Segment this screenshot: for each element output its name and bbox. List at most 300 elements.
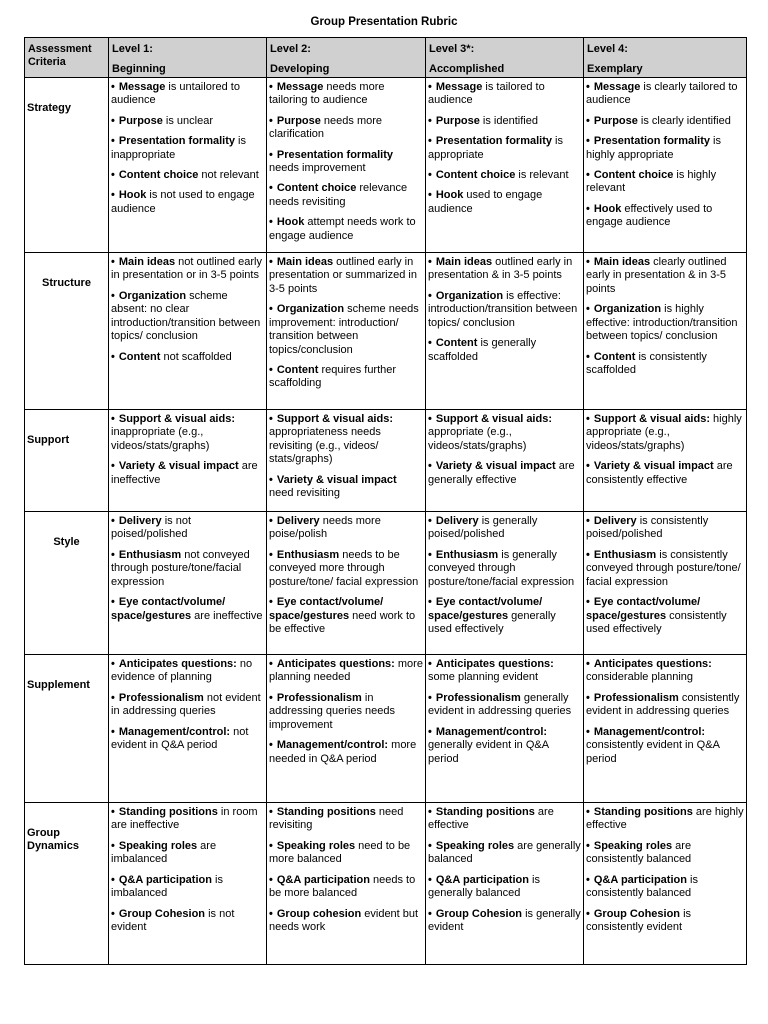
bullet-icon: • (428, 515, 432, 528)
criterion-item (111, 115, 264, 128)
criterion-item (428, 413, 581, 453)
item-text: is identified (479, 114, 538, 127)
item-text: needs more tailoring to audience (269, 81, 385, 107)
item-key: Q&A participation (118, 873, 212, 886)
bullet-icon: • (111, 548, 115, 561)
item-key: Standing positions (276, 806, 376, 819)
item-text: is generally poised/polished (428, 515, 538, 541)
item-text: is consistently scaffolded (586, 350, 707, 376)
item-key: Standing positions (435, 806, 535, 819)
item-text: is untailored to audience (111, 81, 240, 107)
bullet-icon: • (428, 658, 432, 671)
rubric-row-group-dynamics (25, 803, 747, 965)
bullet-icon: • (111, 596, 115, 609)
bullet-icon: • (111, 169, 115, 182)
level-2-cell (267, 253, 426, 410)
rubric-row-strategy (25, 78, 747, 253)
bullet-icon: • (428, 460, 432, 473)
item-key: Presentation formality (435, 135, 552, 148)
criterion-item (111, 351, 264, 364)
item-key: Support & visual aids: (118, 413, 235, 426)
criterion-cell (25, 803, 109, 965)
item-text: is not used to engage audience (111, 189, 255, 215)
item-key: Content choice (435, 169, 516, 182)
item-text: relevance needs revisiting (269, 182, 408, 208)
bullet-icon: • (586, 202, 590, 215)
criterion-item (269, 739, 423, 766)
item-key: Management/control: (593, 725, 706, 738)
item-key: Main ideas (593, 256, 651, 269)
bullet-icon: • (428, 256, 432, 269)
item-text: is appropriate (428, 135, 563, 161)
bullet-icon: • (586, 873, 590, 886)
item-text: is unclear (162, 114, 214, 127)
criterion-item (428, 515, 581, 542)
bullet-icon: • (428, 189, 432, 202)
criterion-item (428, 460, 581, 487)
criterion-cell (25, 410, 109, 512)
bullet-icon: • (111, 135, 115, 148)
item-key: Main ideas (276, 256, 334, 269)
bullet-icon: • (586, 350, 590, 363)
item-text: are generally balanced (428, 839, 581, 866)
item-key: Speaking roles (118, 839, 198, 852)
criterion-item (269, 149, 423, 176)
item-key: Organization (435, 289, 504, 302)
criterion-item (269, 806, 423, 833)
bullet-icon: • (428, 548, 432, 561)
item-key: Eye contact/volume/ space/gestures (111, 596, 226, 622)
item-text: not evident in Q&A period (111, 725, 249, 752)
item-text: more planning needed (269, 658, 423, 684)
criterion-item (586, 351, 744, 378)
item-key: Organization (593, 303, 662, 316)
item-text: is consistently balanced (586, 873, 698, 900)
item-text: are generally effective (428, 460, 575, 486)
criterion-item (111, 692, 264, 719)
item-key: Speaking roles (435, 839, 515, 852)
item-text: is clearly tailored to audience (586, 81, 738, 107)
item-text: some planning evident (428, 671, 539, 684)
item-text: requires further scaffolding (269, 363, 397, 390)
item-key: Purpose (435, 114, 480, 127)
item-key: Message (276, 81, 324, 93)
criterion-item (111, 256, 264, 283)
item-text: effectively used to engage audience (586, 202, 713, 229)
item-key: Enthusiasm (435, 548, 499, 561)
level-2-cell (267, 410, 426, 512)
criterion-item (269, 115, 423, 142)
criterion-item (269, 216, 423, 243)
level-4-cell (584, 78, 747, 253)
level-2-header (267, 38, 426, 78)
criterion-item (428, 290, 581, 330)
rubric-table (24, 37, 747, 965)
item-key: Hook (118, 189, 147, 202)
criterion-item (428, 337, 581, 364)
criterion-item (428, 692, 581, 719)
bullet-icon: • (111, 691, 115, 704)
level-4-cell (584, 253, 747, 410)
item-key: Hook (276, 216, 305, 229)
criterion-item (428, 840, 581, 867)
item-text: are ineffective (111, 460, 258, 486)
item-text: is highly relevant (586, 169, 717, 195)
bullet-icon: • (269, 839, 273, 852)
criterion-label: Structure (42, 277, 91, 290)
level-1-header (109, 38, 267, 78)
item-text: in room are ineffective (111, 806, 258, 832)
criterion-item (428, 806, 581, 833)
item-key: Organization (118, 289, 187, 302)
item-text: not relevant (198, 169, 259, 182)
criterion-item (586, 203, 744, 230)
item-text: needs more clarification (269, 114, 383, 141)
criterion-item (111, 515, 264, 542)
item-key: Anticipates questions: (118, 658, 237, 671)
bullet-icon: • (586, 725, 590, 738)
item-key: Professionalism (276, 691, 362, 704)
bullet-icon: • (269, 548, 273, 561)
criterion-label: Style (53, 536, 80, 549)
criterion-item (428, 115, 581, 128)
item-text: is relevant (515, 169, 569, 182)
criterion-item (428, 874, 581, 901)
criterion-item (111, 290, 264, 344)
item-key: Main ideas (435, 256, 493, 269)
bullet-icon: • (111, 658, 115, 671)
bullet-icon: • (269, 596, 273, 609)
item-key: Eye contact/volume/ space/gestures (269, 596, 384, 622)
criterion-label: Supplement (27, 679, 90, 692)
item-text: needs to be conveyed more through posture/tone/ facial expression (269, 548, 419, 588)
level-2-cell (267, 78, 426, 253)
bullet-icon: • (269, 515, 273, 528)
criterion-item (269, 413, 423, 467)
criterion-item (111, 908, 264, 935)
level-4-cell (584, 803, 747, 965)
bullet-icon: • (111, 81, 115, 93)
criterion-item (586, 908, 744, 935)
item-key: Purpose (276, 114, 321, 127)
bullet-icon: • (586, 303, 590, 316)
item-key: Standing positions (118, 806, 218, 819)
item-key: Purpose (593, 114, 638, 127)
item-key: Group cohesion (276, 907, 362, 920)
criterion-item (586, 726, 744, 766)
bullet-icon: • (269, 739, 273, 752)
criterion-item (586, 874, 744, 901)
criterion-item (269, 364, 423, 391)
criterion-item (586, 460, 744, 487)
criteria-header (25, 38, 109, 78)
bullet-icon: • (428, 169, 432, 182)
item-key: Management/control: (118, 725, 231, 738)
level-3-cell (426, 78, 584, 253)
level-4-header (584, 38, 747, 78)
item-text: consistently used effectively (586, 609, 727, 635)
item-text: is highly appropriate (586, 135, 721, 161)
criterion-item (269, 840, 423, 867)
item-text: clearly outlined early in presentation & in 3-5 points (586, 256, 727, 295)
item-text: are consistently effective (586, 460, 733, 486)
item-key: Anticipates questions: (593, 658, 712, 671)
criterion-item (586, 806, 744, 833)
item-text: more needed in Q&A period (269, 739, 417, 765)
header-row (25, 38, 747, 78)
criterion-item (428, 658, 581, 685)
bullet-icon: • (269, 473, 273, 486)
level-2-cell (267, 803, 426, 965)
bullet-icon: • (428, 289, 432, 302)
item-key: Eye contact/volume/ space/gestures (586, 596, 701, 622)
item-text: not evident in addressing queries (111, 691, 261, 718)
item-key: Eye contact/volume/ space/gestures (428, 596, 543, 622)
bullet-icon: • (428, 873, 432, 886)
item-text: needs to be more balanced (269, 873, 416, 900)
item-key: Speaking roles (593, 839, 673, 852)
item-key: Group Cohesion (435, 907, 523, 920)
level-4-cell (584, 410, 747, 512)
criterion-item (269, 549, 423, 589)
bullet-icon: • (428, 135, 432, 148)
bullet-icon: • (269, 413, 273, 426)
criterion-item (111, 726, 264, 753)
level-4-name: Exemplary (587, 63, 643, 76)
item-text: is clearly identified (637, 114, 731, 127)
bullet-icon: • (428, 81, 432, 93)
item-key: Support & visual aids: (276, 413, 393, 426)
criterion-label: Group Dynamics (27, 827, 79, 853)
bullet-icon: • (111, 289, 115, 302)
item-key: Group Cohesion (593, 907, 681, 920)
item-text: is imbalanced (111, 873, 223, 900)
item-key: Delivery (276, 515, 320, 528)
criterion-item (111, 189, 264, 216)
criterion-item (428, 169, 581, 182)
rubric-row-style (25, 512, 747, 655)
bullet-icon: • (111, 907, 115, 920)
item-text: highly appropriate (e.g., videos/stats/graphs) (586, 413, 742, 452)
criterion-item (269, 874, 423, 901)
item-key: Variety & visual impact (276, 473, 397, 486)
item-text: outlined early in presentation & in 3-5 points (428, 256, 573, 282)
bullet-icon: • (269, 148, 273, 161)
bullet-icon: • (428, 907, 432, 920)
item-key: Content (118, 350, 161, 363)
rubric-body (25, 78, 747, 965)
item-text: need to be more balanced (269, 839, 411, 866)
level-4-cell (584, 655, 747, 803)
level-4-label: Level 4: (587, 43, 628, 55)
bullet-icon: • (269, 303, 273, 316)
item-key: Standing positions (593, 806, 693, 819)
criterion-item (269, 256, 423, 296)
item-text: generally used effectively (428, 609, 556, 635)
bullet-icon: • (586, 806, 590, 819)
rubric-row-structure (25, 253, 747, 410)
item-text: need revisiting (269, 487, 340, 500)
bullet-icon: • (111, 839, 115, 852)
item-text: are consistently balanced (586, 839, 692, 866)
bullet-icon: • (586, 114, 590, 127)
criterion-item (269, 474, 423, 501)
item-key: Enthusiasm (593, 548, 657, 561)
item-text: scheme absent: no clear introduction/transition between topics/ conclusion (111, 289, 261, 343)
item-key: Variety & visual impact (435, 460, 556, 473)
item-text: need work to be effective (269, 609, 416, 635)
item-text: generally evident in Q&A period (428, 739, 549, 765)
criterion-item (586, 549, 744, 589)
criterion-item (428, 256, 581, 283)
item-text: generally evident in addressing queries (428, 691, 572, 718)
bullet-icon: • (111, 350, 115, 363)
item-key: Delivery (118, 515, 162, 528)
item-text: is generally conveyed through posture/tone/facial expression (428, 548, 575, 588)
bullet-icon: • (269, 658, 273, 671)
criterion-item (111, 874, 264, 901)
criterion-item (586, 692, 744, 719)
item-text: needs more poise/polish (269, 515, 381, 541)
criterion-item (428, 189, 581, 216)
criterion-item (269, 303, 423, 357)
bullet-icon: • (269, 216, 273, 229)
bullet-icon: • (111, 725, 115, 738)
item-text: is highly effective: introduction/transition between topics/ conclusion (586, 303, 738, 343)
bullet-icon: • (586, 81, 590, 93)
criterion-item (586, 256, 744, 296)
bullet-icon: • (269, 691, 273, 704)
item-key: Content choice (276, 182, 357, 195)
level-3-name: Accomplished (429, 63, 505, 76)
criterion-item (111, 169, 264, 182)
item-text: is consistently evident (586, 907, 692, 933)
item-text: are effective (428, 806, 554, 832)
item-text: not conveyed through posture/tone/facial expression (111, 548, 250, 588)
item-key: Hook (593, 202, 622, 215)
level-2-cell (267, 655, 426, 803)
bullet-icon: • (586, 135, 590, 148)
item-key: Q&A participation (593, 873, 687, 886)
item-key: Enthusiasm (276, 548, 340, 561)
level-1-cell (109, 410, 267, 512)
item-key: Main ideas (118, 256, 176, 269)
criterion-item (428, 726, 581, 766)
bullet-icon: • (111, 413, 115, 426)
item-text: not scaffolded (160, 350, 232, 363)
bullet-icon: • (111, 256, 115, 269)
item-text: used to engage audience (428, 189, 543, 215)
criterion-item (428, 549, 581, 589)
level-1-cell (109, 803, 267, 965)
criterion-item (586, 515, 744, 542)
bullet-icon: • (428, 596, 432, 609)
bullet-icon: • (428, 806, 432, 819)
level-2-cell (267, 512, 426, 655)
item-text: is generally scaffolded (428, 337, 537, 363)
item-key: Q&A participation (435, 873, 529, 886)
item-key: Speaking roles (276, 839, 356, 852)
level-2-name: Developing (270, 63, 330, 76)
bullet-icon: • (428, 691, 432, 704)
item-text: consistently evident in addressing queries (586, 691, 740, 718)
criterion-cell (25, 78, 109, 253)
criterion-item (586, 840, 744, 867)
item-key: Content choice (118, 169, 199, 182)
item-key: Presentation formality (593, 135, 710, 148)
rubric-row-supplement (25, 655, 747, 803)
bullet-icon: • (428, 839, 432, 852)
item-key: Professionalism (593, 691, 679, 704)
bullet-icon: • (111, 460, 115, 473)
item-key: Anticipates questions: (276, 658, 395, 671)
bullet-icon: • (269, 907, 273, 920)
item-text: appropriate (e.g., videos/stats/graphs) (428, 426, 527, 452)
item-key: Q&A participation (276, 873, 370, 886)
item-text: are imbalanced (111, 839, 217, 866)
bullet-icon: • (269, 256, 273, 269)
item-key: Management/control: (276, 739, 389, 752)
level-1-cell (109, 512, 267, 655)
item-text: need revisiting (269, 806, 404, 832)
bullet-icon: • (428, 413, 432, 426)
item-key: Management/control: (435, 725, 548, 738)
criterion-item (428, 135, 581, 162)
criterion-item (586, 169, 744, 196)
item-key: Organization (276, 303, 345, 316)
level-3-label: Level 3*: (429, 43, 475, 55)
item-text: consistently evident in Q&A period (586, 739, 720, 765)
item-key: Anticipates questions: (435, 658, 554, 671)
item-text: scheme needs improvement: introduction/ transition between topics/conclusion (269, 303, 419, 356)
item-key: Group Cohesion (118, 907, 206, 920)
item-text: outlined early in presentation or summarized in 3-5 points (269, 256, 417, 295)
criterion-item (111, 81, 264, 108)
bullet-icon: • (586, 658, 590, 671)
item-key: Presentation formality (276, 148, 393, 161)
criterion-item (111, 135, 264, 162)
criterion-item (428, 908, 581, 935)
item-key: Message (435, 81, 483, 93)
item-text: attempt needs work to engage audience (269, 216, 416, 242)
item-key: Enthusiasm (118, 548, 182, 561)
bullet-icon: • (586, 596, 590, 609)
bullet-icon: • (269, 363, 273, 376)
bullet-icon: • (586, 907, 590, 920)
level-1-cell (109, 253, 267, 410)
bullet-icon: • (586, 169, 590, 182)
item-key: Content choice (593, 169, 674, 182)
bullet-icon: • (111, 515, 115, 528)
bullet-icon: • (586, 256, 590, 269)
item-text: is effective: introduction/transition between topics/ conclusion (428, 289, 578, 329)
bullet-icon: • (586, 460, 590, 473)
bullet-icon: • (269, 806, 273, 819)
item-text: is tailored to audience (428, 81, 545, 107)
criterion-label: Support (27, 434, 70, 447)
level-1-name: Beginning (112, 63, 166, 76)
criterion-item (428, 596, 581, 636)
item-key: Content (276, 363, 319, 376)
item-key: Variety & visual impact (118, 460, 239, 473)
item-key: Hook (435, 189, 464, 202)
item-text: are highly effective (586, 806, 744, 832)
item-text: inappropriate (e.g., videos/stats/graphs) (111, 426, 210, 452)
item-text: no evidence of planning (111, 658, 253, 684)
criterion-item (111, 840, 264, 867)
criterion-item (111, 806, 264, 833)
criterion-item (269, 658, 423, 685)
